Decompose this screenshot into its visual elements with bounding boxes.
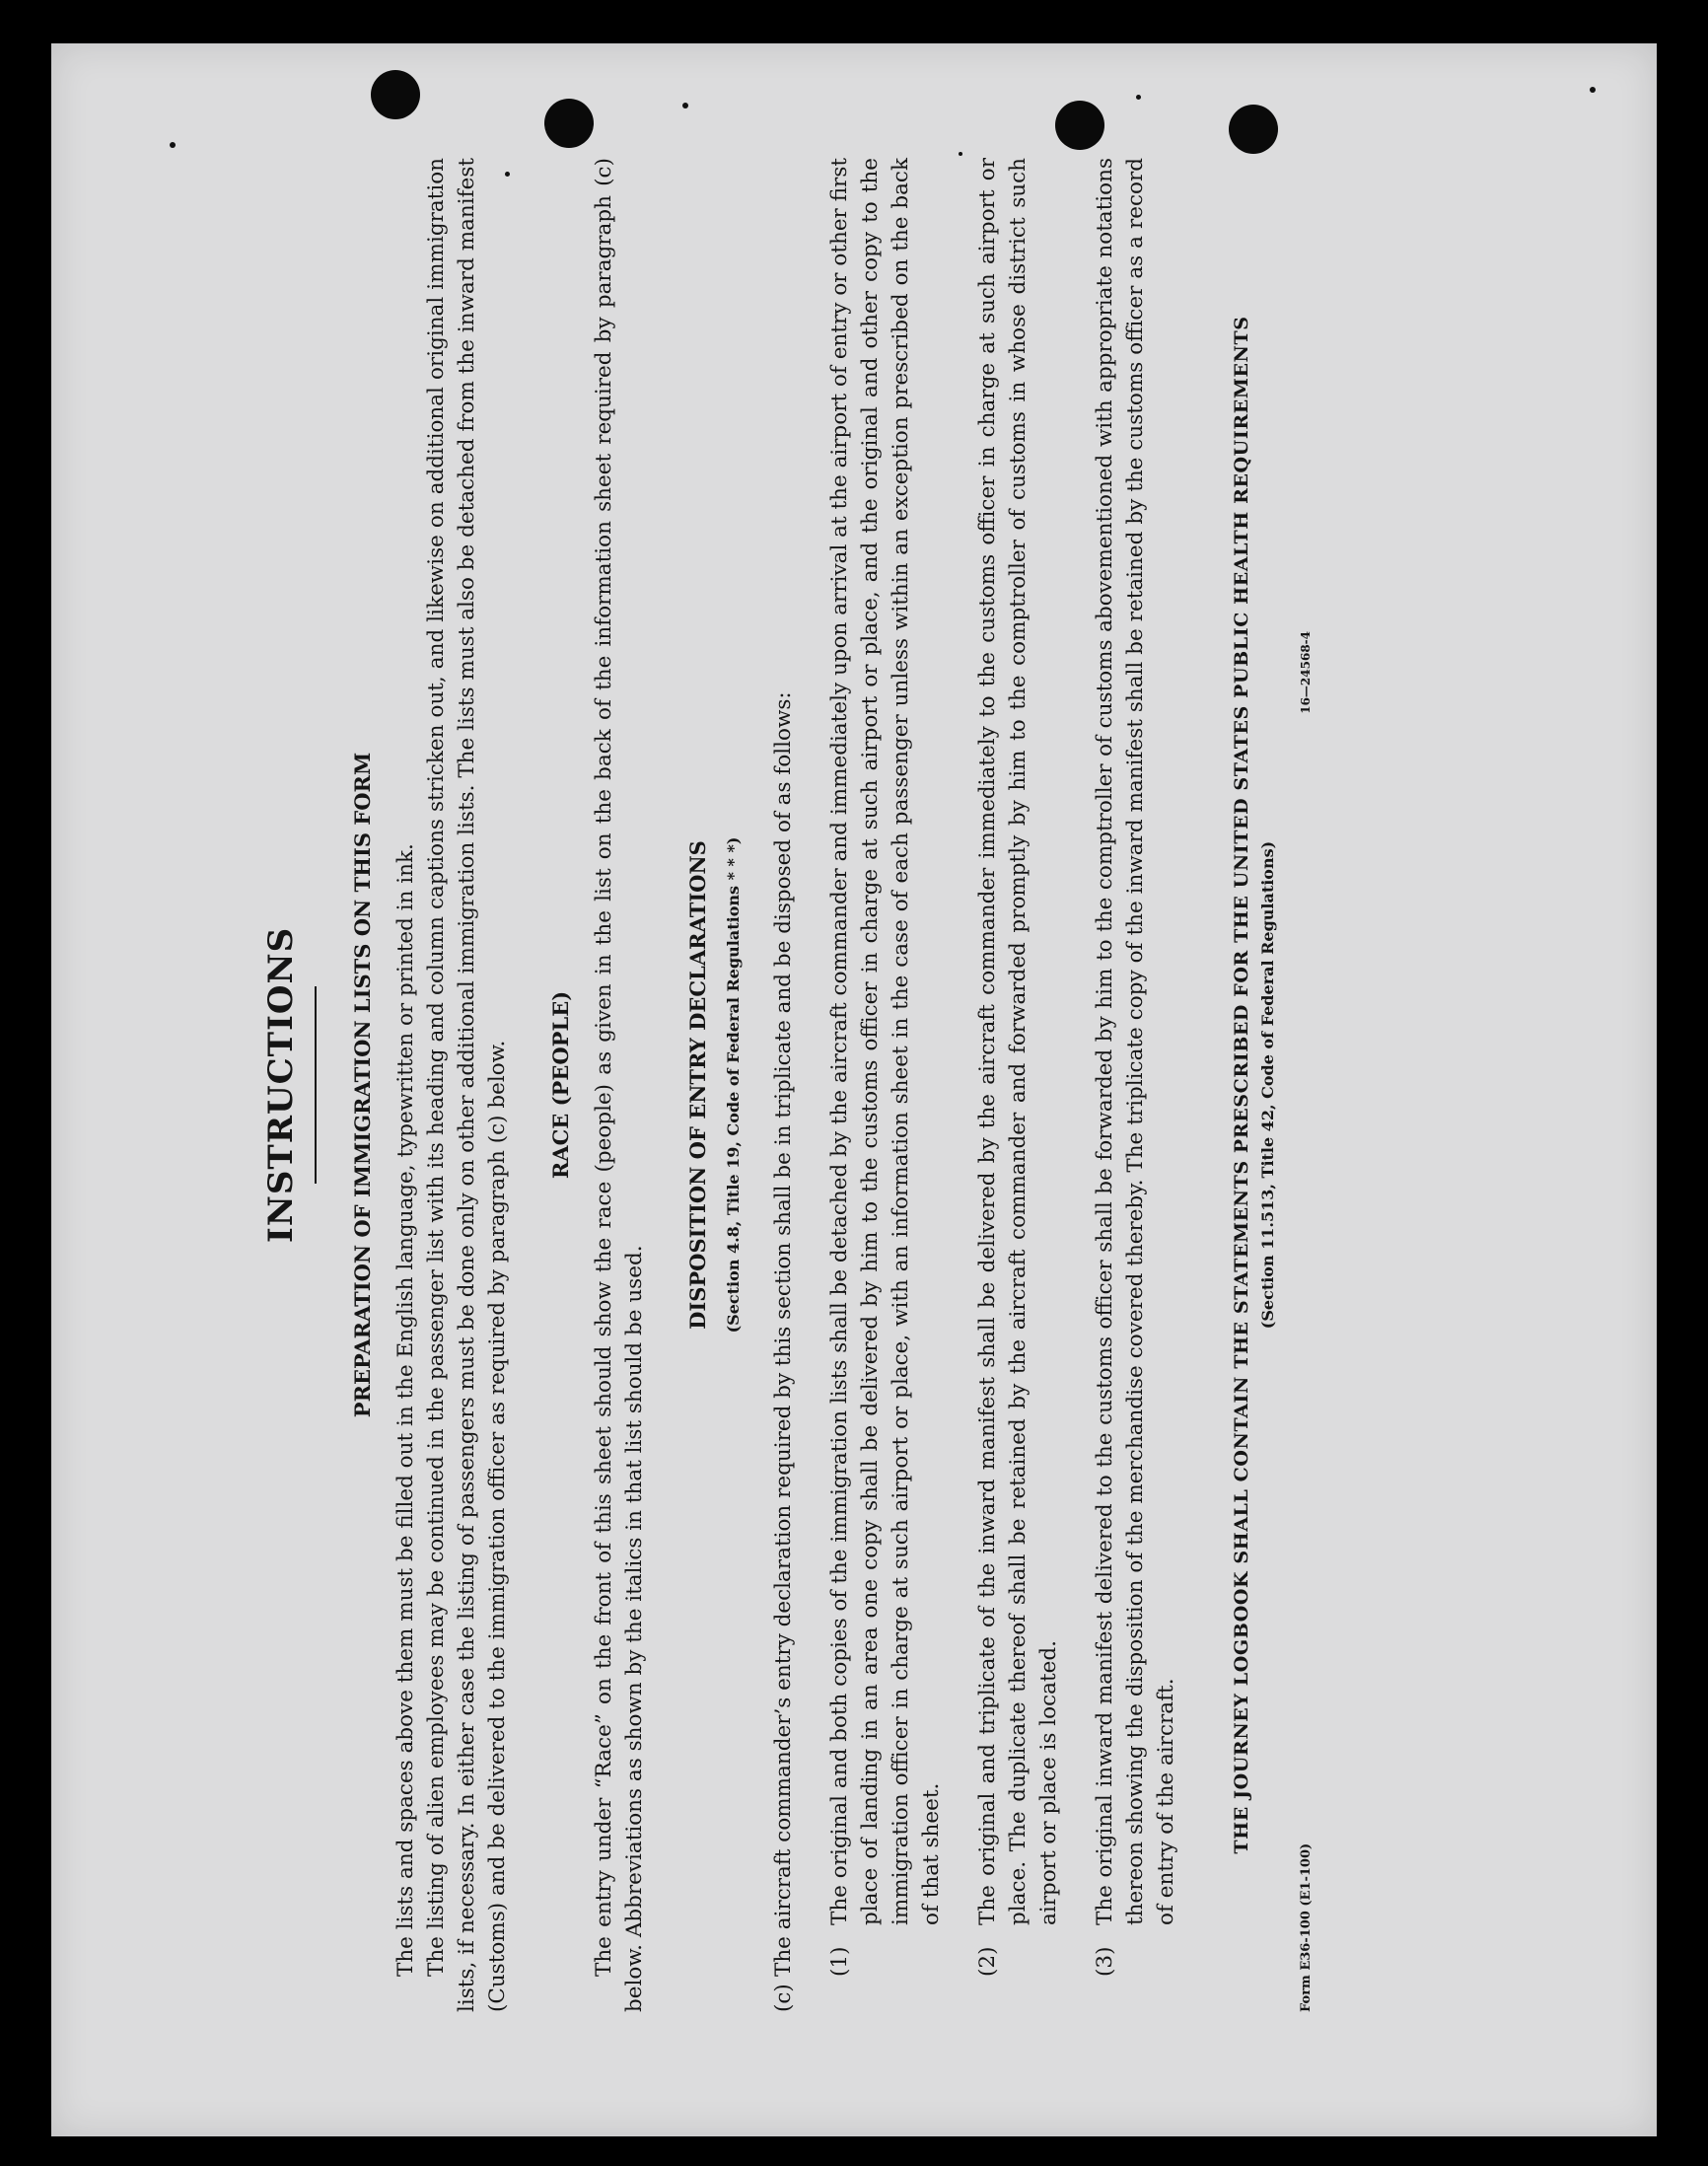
journey-logbook-notice: THE JOURNEY LOGBOOK SHALL CONTAIN THE STATEMENTS PRESCRIBED FOR THE UNITED STATES PUBLIC HEALTH REQUIREMENTS xyxy=(1231,316,1252,1854)
ink-speck xyxy=(1590,87,1596,93)
disposition-item-number: (2) xyxy=(975,1946,1000,1977)
race-paragraph: The entry under “Race” on the front of this sheet should show the race (people) as given in the list on the back of the information sheet required by paragraph (c) below. Abbreviations as shown by the italics in that list should be used. xyxy=(592,158,647,2012)
form-number: Form E36-100 (E1-100) xyxy=(1299,1842,1314,2012)
disposition-item xyxy=(1090,158,1181,1977)
disposition-lead-text: The aircraft commander’s entry declaration required by this section shall be in triplicate and be disposed of as follows: xyxy=(771,691,796,1977)
preparation-heading: PREPARATION OF IMMIGRATION LISTS ON THIS FORM xyxy=(350,752,375,1418)
ink-speck xyxy=(959,152,962,156)
disposition-item xyxy=(972,158,1064,1977)
disposition-item xyxy=(824,158,947,1977)
disposition-lead xyxy=(768,158,799,2012)
disposition-heading: DISPOSITION OF ENTRY DECLARATIONS xyxy=(685,840,710,1330)
punch-hole xyxy=(1055,101,1104,150)
disposition-item-text: The original and triplicate of the inward manifest shall be delivered by the aircraft commander immediately to the customs officer in charge at such airport or place. The duplicate thereof shall be retained by the aircraft commander and forwarded promptly by him to the comptroller of customs in whose district such airport or place is located. xyxy=(975,158,1061,1925)
rotated-content xyxy=(261,158,1504,2012)
ink-speck xyxy=(170,142,176,148)
race-heading: RACE (PEOPLE) xyxy=(548,990,573,1180)
ink-speck xyxy=(682,103,688,108)
journey-logbook-citation: (Section 11.513, Title 42, Code of Federal Regulations) xyxy=(1258,840,1277,1330)
disposition-lead-label: (c) xyxy=(771,1984,796,2012)
disposition-item-number: (1) xyxy=(827,1946,852,1977)
ink-speck xyxy=(1136,95,1141,100)
disposition-item-number: (3) xyxy=(1093,1946,1117,1977)
disposition-item-text: The original inward manifest delivered to the customs officer shall be forwarded by him to the comptroller of customs abovementioned with appropriate notations thereon showing the disposition of the merchandise covered thereby. The triplicate copy of the inward manifest shall be retained by the customs officer as a record of entry of the aircraft. xyxy=(1093,158,1178,1925)
page-title: INSTRUCTIONS xyxy=(261,926,301,1244)
print-code: 16—24568-4 xyxy=(1299,631,1313,714)
form-footer xyxy=(1299,158,1328,2012)
punch-hole xyxy=(1229,105,1278,154)
preparation-paragraph-1: The lists and spaces above them must be filled out in the English language, typewritten or printed in ink. xyxy=(393,843,418,1977)
title-underline xyxy=(315,986,317,1184)
punch-hole xyxy=(544,99,594,148)
disposition-subheading: (Section 4.8, Title 19, Code of Federal Regulations * * *) xyxy=(724,836,743,1334)
preparation-paragraph-2: The listing of alien employees may be continued in the passenger list with its heading and column captions stricken out, and likewise on additional original immigration lists, if necessary. In either case the listing of passengers must be done only on other additional immigration lists. The lists must also be detached from the inward manifest (Customs) and be delivered to the immigration officer as required by paragraph (c) below. xyxy=(424,158,510,2012)
disposition-item-text: The original and both copies of the immigration lists shall be detached by the aircraft commander and immediately upon arrival at the airport of entry or other first place of landing in an area one copy shall be delivered by him to the customs officer in charge at such airport or place, and the original and other copy to the immigration officer in charge at such airport or place, with an information sheet in the case of each passenger unless within an exception prescribed on the back of that sheet. xyxy=(827,158,944,1925)
punch-hole xyxy=(371,70,420,119)
